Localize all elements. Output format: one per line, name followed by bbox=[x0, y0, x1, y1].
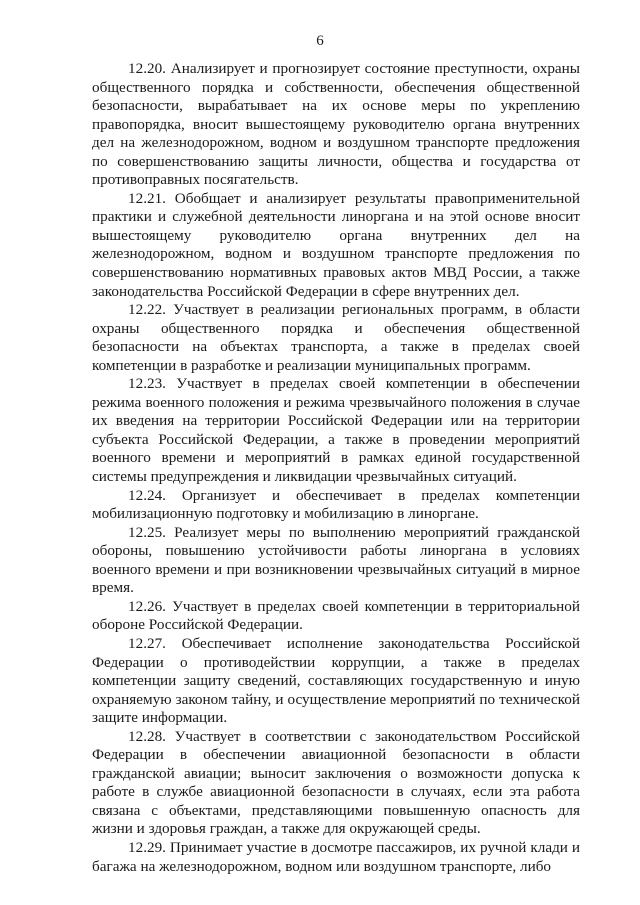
paragraph-text: Участвует в пределах своей компетенции в обеспечении режима военного положения и режима чрезвычайного положения в случае их введения на территории Российской Федерации или на территории субъекта Российской Федерации, а также в проведении мероприятий военного времени и мероприятий в рамках единой государственной системы предупреждения и ликвидации чрезвычайных ситуаций. bbox=[92, 375, 581, 486]
paragraph-number: 12.25. bbox=[128, 523, 166, 541]
paragraph-number: 12.21. bbox=[128, 189, 166, 207]
paragraph-text: Принимает участие в досмотре пассажиров, их ручной клади и багажа на железнодорожном, водном или воздушном транспорте, либо bbox=[92, 838, 580, 875]
paragraph-12-25 bbox=[92, 524, 580, 598]
paragraph-12-28 bbox=[92, 728, 580, 839]
paragraph-12-26 bbox=[92, 598, 580, 635]
paragraph-text: Обобщает и анализирует результаты правоприменительной практики и служебной деятельности линоргана и на этой основе вносит вышестоящему руководителю органа внутренних дел на железнодорожном, водном и воздушном транспорте предложения по совершенствованию нормативных правовых актов МВД России, а также законодательства Российской Федерации в сфере внутренних дел. bbox=[92, 189, 581, 300]
paragraph-12-22 bbox=[92, 301, 580, 375]
paragraph-text: Обеспечивает исполнение законодательства Российской Федерации о противодействии коррупции, а также в пределах компетенции защиту сведений, составляющих государственную и иную охраняемую законом тайну, и осуществление мероприятий по технической защите информации. bbox=[92, 634, 580, 727]
paragraph-12-20 bbox=[92, 60, 580, 190]
page-number: 6 bbox=[316, 33, 324, 49]
paragraph-text: Участвует в реализации региональных программ, в области охраны общественного порядка и обеспечения общественной безопасности на объектах транспорта, а также в пределах своей компетенции в разработке и реализации муниципальных программ. bbox=[92, 301, 581, 374]
paragraph-text: Реализует меры по выполнению мероприятий гражданской обороны, повышению устойчивости работы линоргана в условиях военного времени и при возникновении чрезвычайных ситуаций в мирное время. bbox=[92, 523, 580, 597]
paragraph-number: 12.26. bbox=[128, 597, 166, 615]
paragraph-12-29 bbox=[92, 839, 580, 876]
paragraph-text: Анализирует и прогнозирует состояние преступности, охраны общественного порядка и собственности, обеспечения общественной безопасности, вырабатывает на их основе меры по укреплению правопорядка, вносит вышестоящему руководителю органа внутренних дел на железнодорожном, водном и воздушном транспорте предложения по совершенствованию защиты личности, общества и государства от противоправных посягательств. bbox=[92, 60, 580, 189]
paragraph-12-27 bbox=[92, 635, 580, 728]
paragraph-text: Участвует в соответствии с законодательством Российской Федерации в обеспечении авиационной безопасности в области гражданской авиации; выносит заключения о возможности допуска к работе в службе авиационной безопасности в случаях, если эта работа связана с объектами, представляющими повышенную опасность для жизни и здоровья граждан, а также для окружающей среды. bbox=[92, 727, 580, 838]
paragraph-text: Участвует в пределах своей компетенции в территориальной обороне Российской Федерации. bbox=[92, 597, 580, 634]
paragraph-number: 12.23. bbox=[128, 375, 166, 393]
paragraph-number: 12.29. bbox=[128, 838, 166, 856]
paragraph-12-24 bbox=[92, 487, 580, 524]
document-body bbox=[92, 60, 580, 876]
paragraph-number: 12.28. bbox=[128, 727, 166, 745]
paragraph-number: 12.27. bbox=[128, 634, 166, 652]
paragraph-12-21 bbox=[92, 190, 580, 301]
paragraph-number: 12.20. bbox=[128, 60, 166, 77]
paragraph-number: 12.24. bbox=[128, 486, 166, 504]
paragraph-text: Организует и обеспечивает в пределах компетенции мобилизационную подготовку и мобилизацию в линоргане. bbox=[92, 486, 580, 523]
paragraph-12-23 bbox=[92, 375, 580, 486]
paragraph-number: 12.22. bbox=[128, 301, 166, 319]
